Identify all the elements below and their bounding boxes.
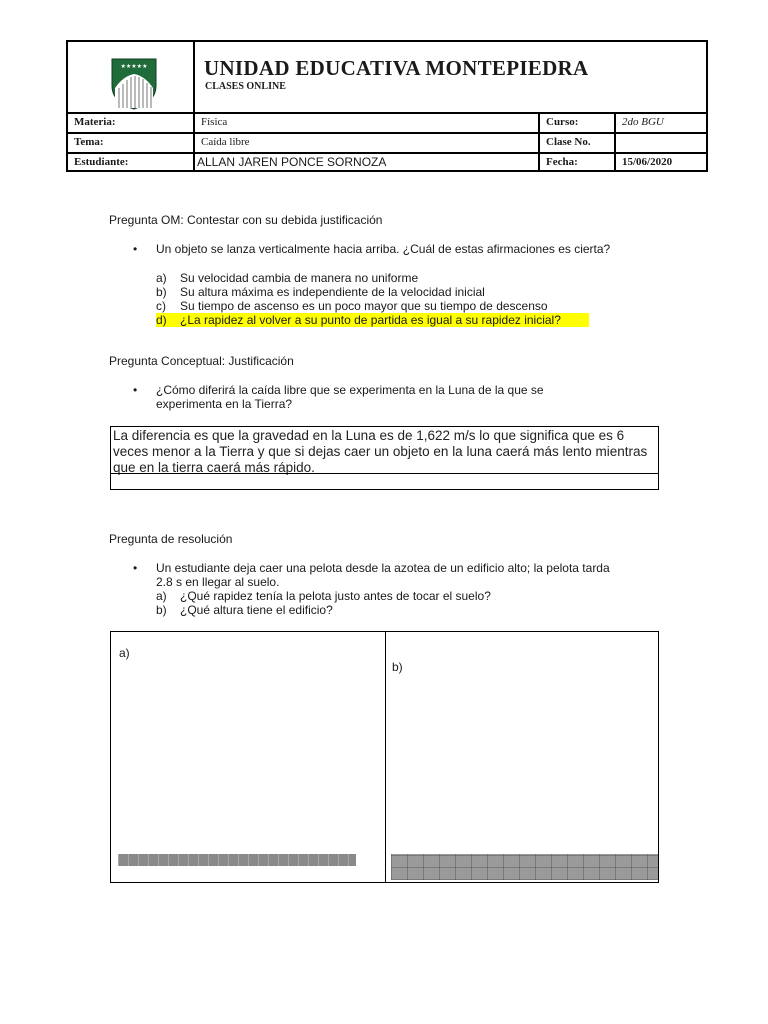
logo-cell xyxy=(68,42,195,112)
option-letter: b) xyxy=(156,603,167,617)
q3-option-b xyxy=(156,603,333,617)
q3-statement-line2: 2.8 s en llegar al suelo. xyxy=(156,575,280,589)
label-curso: Curso: xyxy=(540,114,616,132)
q3-option-a xyxy=(156,589,491,603)
label-clase-no: Clase No. xyxy=(540,134,616,152)
info-row-materia xyxy=(68,112,706,132)
label-tema: Tema: xyxy=(68,134,195,152)
info-row-estudiante xyxy=(68,152,706,172)
option-text: Su altura máxima es independiente de la velocidad inicial xyxy=(180,285,485,299)
header-table xyxy=(66,40,708,172)
photo-strip-a xyxy=(118,854,356,866)
school-logo-icon xyxy=(111,58,157,110)
q1-title: Pregunta OM: Contestar con su debida justificación xyxy=(109,213,383,227)
q2-title: Pregunta Conceptual: Justificación xyxy=(109,354,294,368)
option-letter: a) xyxy=(156,589,167,603)
q1-option-d-highlighted xyxy=(156,313,589,327)
q3-bullet: • xyxy=(133,561,138,575)
title-cell xyxy=(195,42,706,112)
q2-statement-line2: experimenta en la Tierra? xyxy=(156,397,293,411)
q3-work-table xyxy=(110,631,659,883)
answer-box-divider xyxy=(111,473,658,474)
value-curso: 2do BGU xyxy=(622,116,664,128)
label-estudiante: Estudiante: xyxy=(68,154,195,172)
q2-bullet: • xyxy=(133,383,138,397)
q1-statement: Un objeto se lanza verticalmente hacia arriba. ¿Cuál de estas afirmaciones es cierta? xyxy=(156,242,611,256)
q2-statement-line1: ¿Cómo diferirá la caída libre que se experimenta en la Luna de la que se xyxy=(156,383,544,397)
q1-option-c xyxy=(156,299,548,313)
option-text: ¿Qué rapidez tenía la pelota justo antes de tocar el suelo? xyxy=(180,589,491,603)
work-label-b: b) xyxy=(392,660,403,674)
school-name: UNIDAD EDUCATIVA MONTEPIEDRA xyxy=(204,56,589,80)
value-fecha: 15/06/2020 xyxy=(622,156,673,168)
work-label-a: a) xyxy=(119,646,130,660)
option-text: Su tiempo de ascenso es un poco mayor que su tiempo de descenso xyxy=(180,299,548,313)
q1-option-a xyxy=(156,271,419,285)
q2-answer-text: La diferencia es que la gravedad en la Luna es de 1,622 m/s lo que significa que es 6 veces menor a la Tierra y que si dejas caer un objeto en la luna caerá más lento mientras que en la tierra caerá más rápido. xyxy=(113,428,648,475)
option-text: Su velocidad cambia de manera no uniforme xyxy=(180,271,419,285)
info-row-tema xyxy=(68,132,706,152)
value-tema: Caída libre xyxy=(195,134,540,152)
q2-answer-box xyxy=(110,426,659,490)
q1-bullet: • xyxy=(133,242,138,256)
value-materia: Física xyxy=(195,114,540,132)
label-materia: Materia: xyxy=(68,114,195,132)
value-estudiante: ALLAN JAREN PONCE SORNOZA xyxy=(195,154,540,172)
option-text: ¿La rapidez al volver a su punto de partida es igual a su rapidez inicial? xyxy=(180,313,561,327)
q3-title: Pregunta de resolución xyxy=(109,532,233,546)
q3-statement-line1: Un estudiante deja caer una pelota desde la azotea de un edificio alto; la pelota tarda xyxy=(156,561,610,575)
q1-option-b xyxy=(156,285,485,299)
logo-stars: ★★★★★ xyxy=(120,64,148,70)
option-letter: d) xyxy=(156,313,167,327)
option-text: ¿Qué altura tiene el edificio? xyxy=(180,603,333,617)
option-letter: b) xyxy=(156,285,167,299)
work-table-divider xyxy=(385,632,386,882)
option-letter: c) xyxy=(156,299,166,313)
school-subtitle: CLASES ONLINE xyxy=(205,81,286,92)
photo-strip-b xyxy=(391,854,658,880)
option-letter: a) xyxy=(156,271,167,285)
label-fecha: Fecha: xyxy=(540,154,616,172)
value-clase-no xyxy=(616,134,706,152)
